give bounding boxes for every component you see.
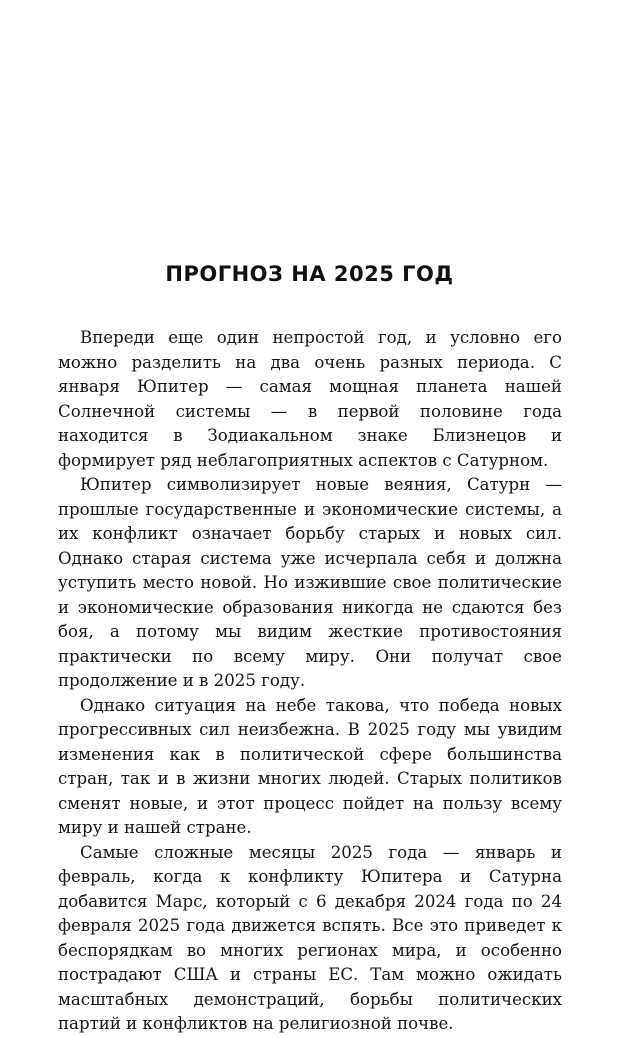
paragraph: Однако ситуация на небе такова, что победа новых прогрессивных сил неизбежна. В 2025 году мы увидим изменения как в политической сфере большинства стран, так и в жизни многих людей. Старых политиков сменят новые, и этот процесс пойдет на пользу всему миру и нашей стране.: [58, 695, 562, 837]
chapter-heading: ПРОГНОЗ НА 2025 ГОД: [165, 262, 454, 286]
paragraph: Самые сложные месяцы 2025 года — январь и февраль, когда к конфликту Юпитера и Сатурна добавится Марс, который с 6 декабря 2024 года по 24 февраля 2025 года движется вспять. Все это приведет к беспорядкам во многих регионах мира, и особенно пострадают США и страны ЕС. Там можно ожидать масштабных демонстраций, борьбы политических партий и конфликтов на религиозной почве.: [58, 842, 562, 1033]
body-text: [58, 326, 562, 1037]
paragraph: Впереди еще один непростой год, и условно его можно разделить на два очень разных периода. С января Юпитер — самая мощная планета нашей Солнечной системы — в первой половине года находится в Зодиакальном знаке Близнецов и формирует ряд неблагоприятных аспектов с Сатурном.: [58, 328, 562, 470]
paragraph: Юпитер символизирует новые веяния, Сатурн — прошлые государственные и экономические системы, а их конфликт означает борьбу старых и новых сил. Однако старая система уже исчерпала себя и должна уступить место новой. Но изжившие свое политические и экономические образования никогда не сдаются без боя, а потому мы видим жесткие противостояния практически по всему миру. Они получат свое продолжение и в 2025 году.: [58, 475, 562, 690]
